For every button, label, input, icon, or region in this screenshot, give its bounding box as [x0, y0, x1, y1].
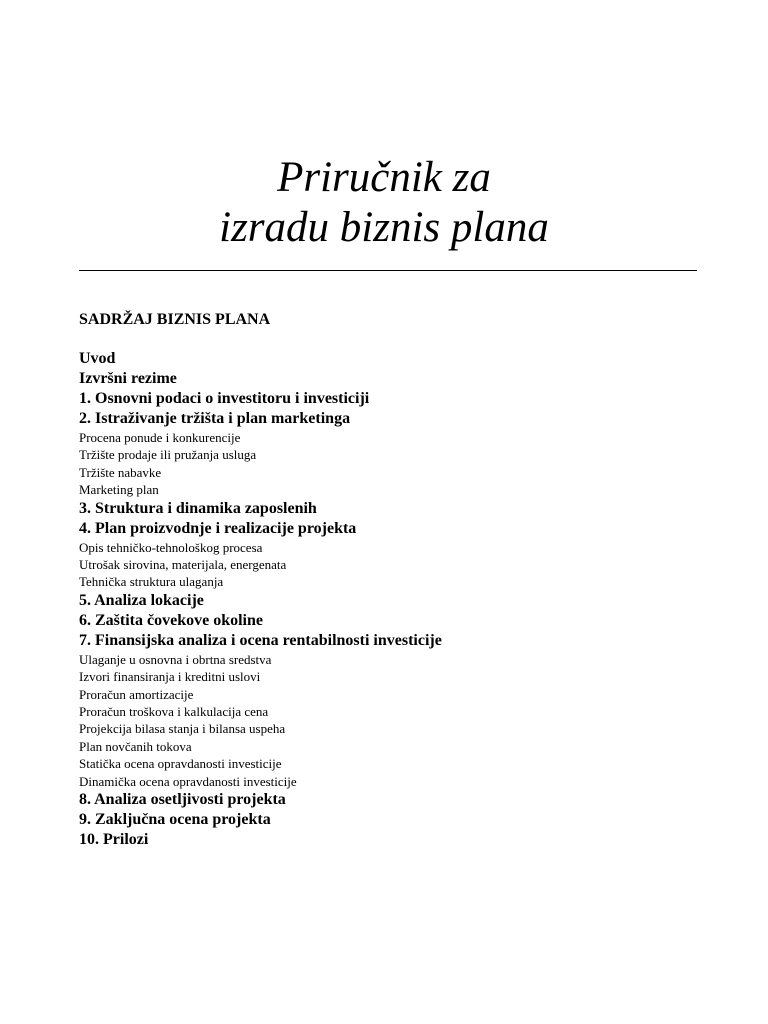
toc-section: Izvršni rezime	[79, 370, 177, 387]
toc-section: 3. Struktura i dinamika zaposlenih	[79, 499, 317, 517]
toc-subsection: Utrošak sirovina, materijala, energenata	[79, 557, 287, 573]
toc-subsection: Tržište prodaje ili pružanja usluga	[79, 447, 257, 463]
toc-subsection: Marketing plan	[79, 482, 159, 498]
toc-heading: SADRŽAJ BIZNIS PLANA	[79, 311, 271, 328]
toc-subsection: Plan novčanih tokova	[79, 738, 192, 754]
toc-subsection: Tržište nabavke	[79, 464, 162, 480]
toc-section: 4. Plan proizvodnje i realizacije projekta	[79, 519, 357, 537]
toc-subsection: Procena ponude i konkurencije	[79, 430, 241, 445]
table-of-contents	[79, 349, 719, 850]
toc-subsection: Proračun amortizacije	[79, 686, 194, 702]
toc-section: 10. Prilozi	[79, 831, 149, 849]
title-line-1: Priručnik za	[277, 154, 491, 201]
toc-section: 1. Osnovni podaci o investitoru i investiciji	[79, 390, 370, 407]
toc-section: 6. Zaštita čovekove okoline	[79, 611, 263, 629]
toc-subsection: Ulaganje u osnovna i obrtna sredstva	[79, 651, 272, 667]
toc-section: Uvod	[79, 350, 116, 367]
toc-section: 2. Istraživanje tržišta i plan marketinga	[79, 410, 351, 427]
toc-subsection: Tehnička struktura ulaganja	[79, 574, 224, 590]
toc-subsection: Proračun troškova i kalkulacija cena	[79, 704, 269, 720]
toc-section: 8. Analiza osetljivosti projekta	[79, 791, 286, 809]
toc-subsection: Projekcija bilasa stanja i bilansa uspeha	[79, 721, 286, 737]
toc-section: 5. Analiza lokacije	[79, 591, 204, 609]
toc-subsection: Statička ocena opravdanosti investicije	[79, 756, 282, 772]
toc-section: 7. Finansijska analiza i ocena rentabilnosti investicije	[79, 631, 442, 649]
document-title	[0, 153, 768, 253]
toc-section: 9. Zaključna ocena projekta	[79, 811, 271, 829]
title-line-2: izradu biznis plana	[219, 204, 549, 251]
toc-subsection: Dinamička ocena opravdanosti investicije	[79, 773, 297, 789]
title-divider	[79, 270, 697, 271]
toc-subsection: Izvori finansiranja i kreditni uslovi	[79, 669, 261, 685]
toc-subsection: Opis tehničko-tehnološkog procesa	[79, 539, 263, 555]
